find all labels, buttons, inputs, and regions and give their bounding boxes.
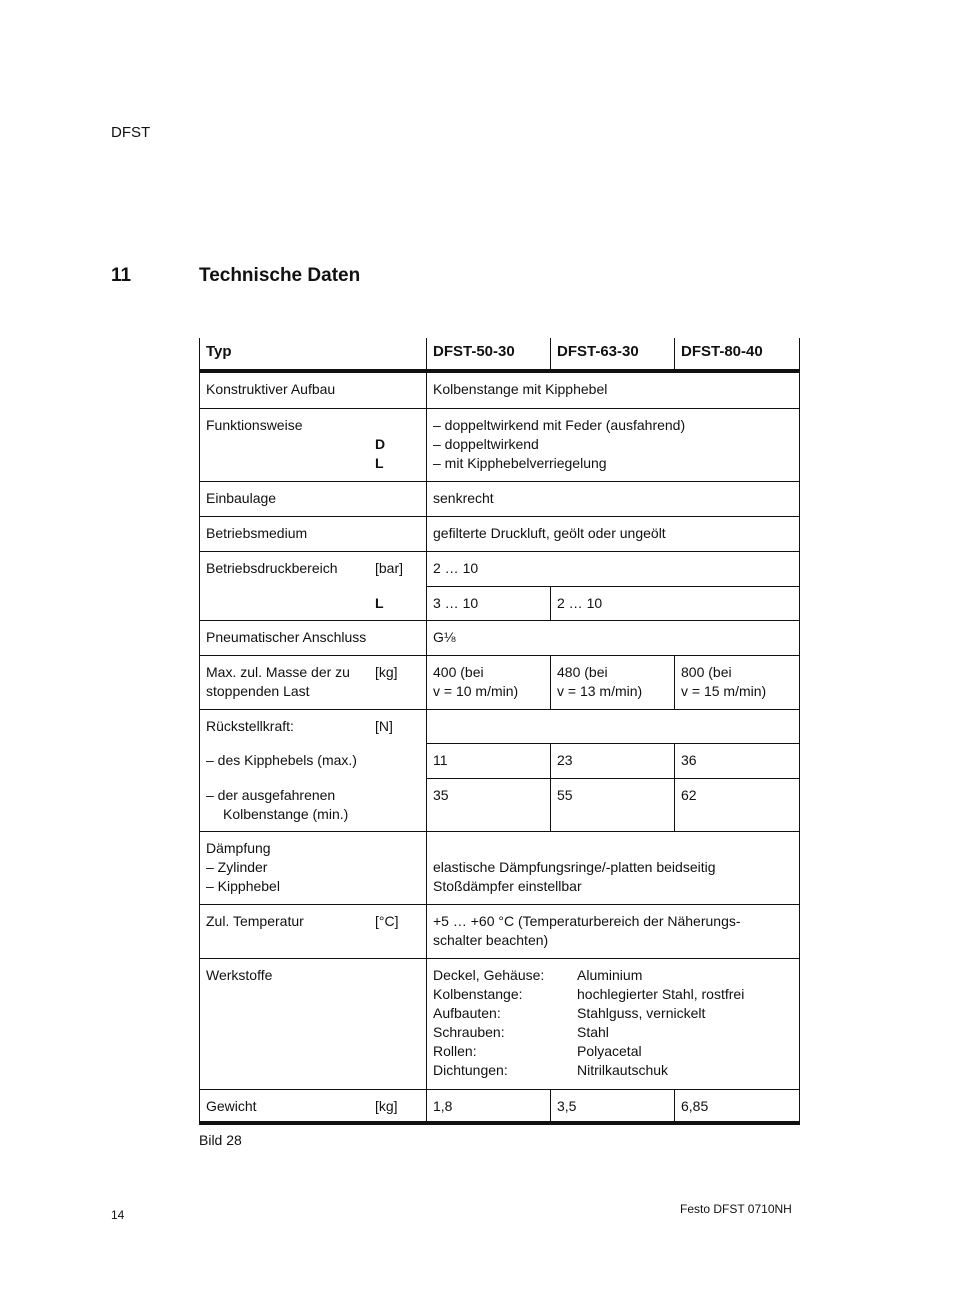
- variant-l: L: [375, 454, 384, 471]
- label-text: Max. zul. Masse der zu: [206, 663, 350, 680]
- label-line: [206, 559, 420, 578]
- row-value: [427, 709, 800, 743]
- row-label: [200, 831, 427, 904]
- label-line: [206, 912, 420, 931]
- row-value: 2 … 10: [551, 586, 800, 620]
- row-value: 11: [427, 743, 551, 778]
- table-row: [200, 958, 800, 1089]
- label-line: [206, 1097, 420, 1116]
- row-value: +5 … +60 °C (Temperaturbereich der Näherungs-schalter beachten): [427, 904, 800, 958]
- row-value: 55: [551, 778, 675, 831]
- row-value: 23: [551, 743, 675, 778]
- row-label: Pneumatischer Anschluss: [200, 620, 427, 655]
- value-line: 480 (bei: [557, 663, 608, 680]
- sub-label: – der ausgefahrenen Kolbenstange (min.): [206, 786, 349, 822]
- footer-document-id: Festo DFST 0710NH: [680, 1202, 792, 1216]
- row-label: [200, 709, 427, 831]
- part-name: Schrauben:: [433, 1023, 505, 1040]
- material-name: Stahlguss, vernickelt: [577, 1004, 706, 1021]
- row-label: [200, 904, 427, 958]
- label-text: stoppenden Last: [206, 682, 310, 699]
- part-name: Rollen:: [433, 1042, 477, 1059]
- row-label: [200, 408, 427, 481]
- row-value: 35: [427, 778, 551, 831]
- material-item: [433, 1023, 793, 1042]
- row-value: [427, 958, 800, 1089]
- value-line: elastische Dämpfungsringe/-platten beidseitig: [433, 858, 716, 875]
- technical-data-table: [199, 338, 800, 1125]
- part-name: Deckel, Gehäuse:: [433, 966, 545, 983]
- header-model-3: DFST-80-40: [675, 338, 800, 371]
- label-line: [206, 717, 420, 736]
- variant-l: L: [375, 594, 384, 611]
- row-value: 6,85: [675, 1089, 800, 1123]
- variant-line: [206, 594, 420, 613]
- value-line: v = 15 m/min): [681, 682, 767, 699]
- part-name: Aufbauten:: [433, 1004, 501, 1021]
- value-line: v = 13 m/min): [557, 682, 643, 699]
- material-name: Stahl: [577, 1023, 609, 1040]
- table-row: [200, 481, 800, 516]
- header-model-2: DFST-63-30: [551, 338, 675, 371]
- part-name: Kolbenstange:: [433, 985, 523, 1002]
- list-item: – mit Kipphebelverriegelung: [433, 454, 607, 471]
- row-value: 3,5: [551, 1089, 675, 1123]
- row-value: senkrecht: [427, 481, 800, 516]
- table-row: [200, 655, 800, 709]
- table-row: [200, 620, 800, 655]
- row-label: Werkstoffe: [200, 958, 427, 1089]
- material-name: Aluminium: [577, 966, 643, 983]
- header-model-1: DFST-50-30: [427, 338, 551, 371]
- row-value: 62: [675, 778, 800, 831]
- variant-line: [206, 454, 420, 473]
- sub-label: – des Kipphebels (max.): [206, 751, 357, 768]
- row-label: [200, 551, 427, 620]
- label-text: Betriebsdruckbereich: [206, 559, 338, 576]
- material-name: Nitrilkautschuk: [577, 1061, 669, 1078]
- row-value: [675, 655, 800, 709]
- row-value: [427, 408, 800, 481]
- row-value: G⅛: [427, 620, 800, 655]
- material-item: [433, 1061, 793, 1080]
- row-value: 36: [675, 743, 800, 778]
- figure-caption: Bild 28: [199, 1132, 242, 1148]
- label-text: Funktionsweise: [206, 416, 303, 433]
- material-name: hochlegierter Stahl, rostfrei: [577, 985, 745, 1002]
- row-value: [427, 655, 551, 709]
- material-name: Polyacetal: [577, 1042, 642, 1059]
- table-header-row: [200, 338, 800, 371]
- row-value: 2 … 10: [427, 551, 800, 586]
- unit: [kg]: [375, 1097, 398, 1114]
- table-row: [200, 408, 800, 481]
- label-text: Zul. Temperatur: [206, 912, 304, 929]
- material-item: [433, 1004, 793, 1023]
- value-line: 400 (bei: [433, 663, 484, 680]
- table-row: [200, 371, 800, 408]
- row-label: Einbaulage: [200, 481, 427, 516]
- part-name: Dichtungen:: [433, 1061, 508, 1078]
- value-line: 800 (bei: [681, 663, 732, 680]
- table-row: [200, 831, 800, 904]
- sub-label: – Kipphebel: [206, 877, 280, 894]
- row-value: gefilterte Druckluft, geölt oder ungeölt: [427, 516, 800, 551]
- row-label: [200, 655, 427, 709]
- row-value: [551, 655, 675, 709]
- sub-label: – Zylinder: [206, 858, 268, 875]
- value-line: v = 10 m/min): [433, 682, 519, 699]
- row-value: 3 … 10: [427, 586, 551, 620]
- value-line: Stoßdämpfer einstellbar: [433, 877, 582, 894]
- label-text: Rückstellkraft:: [206, 717, 294, 734]
- unit: [kg]: [375, 663, 398, 680]
- label-text: Dämpfung: [206, 839, 271, 856]
- row-label: [200, 1089, 427, 1123]
- row-value: Kolbenstange mit Kipphebel: [427, 371, 800, 408]
- label-text: Gewicht: [206, 1097, 257, 1114]
- table-row: [200, 709, 800, 743]
- row-label: Betriebsmedium: [200, 516, 427, 551]
- header-type: Typ: [200, 338, 427, 371]
- row-label: Konstruktiver Aufbau: [200, 371, 427, 408]
- variant-line: [206, 435, 420, 454]
- list-item: – doppeltwirkend: [433, 435, 539, 452]
- table-row: [200, 551, 800, 586]
- unit: [N]: [375, 717, 393, 734]
- list-item: – doppeltwirkend mit Feder (ausfahrend): [433, 416, 686, 433]
- page-number: 14: [111, 1208, 125, 1222]
- row-value: [427, 831, 800, 904]
- table-row: [200, 1089, 800, 1123]
- material-item: [433, 966, 793, 985]
- label-line: [206, 663, 420, 682]
- running-header: DFST: [111, 124, 151, 141]
- variant-d: D: [375, 435, 386, 452]
- section-number: 11: [111, 265, 132, 286]
- table-row: [200, 516, 800, 551]
- section-title: Technische Daten: [199, 265, 361, 286]
- material-item: [433, 985, 793, 1004]
- material-item: [433, 1042, 793, 1061]
- table-row: [200, 904, 800, 958]
- unit: [bar]: [375, 559, 404, 576]
- row-value: 1,8: [427, 1089, 551, 1123]
- unit: [°C]: [375, 912, 399, 929]
